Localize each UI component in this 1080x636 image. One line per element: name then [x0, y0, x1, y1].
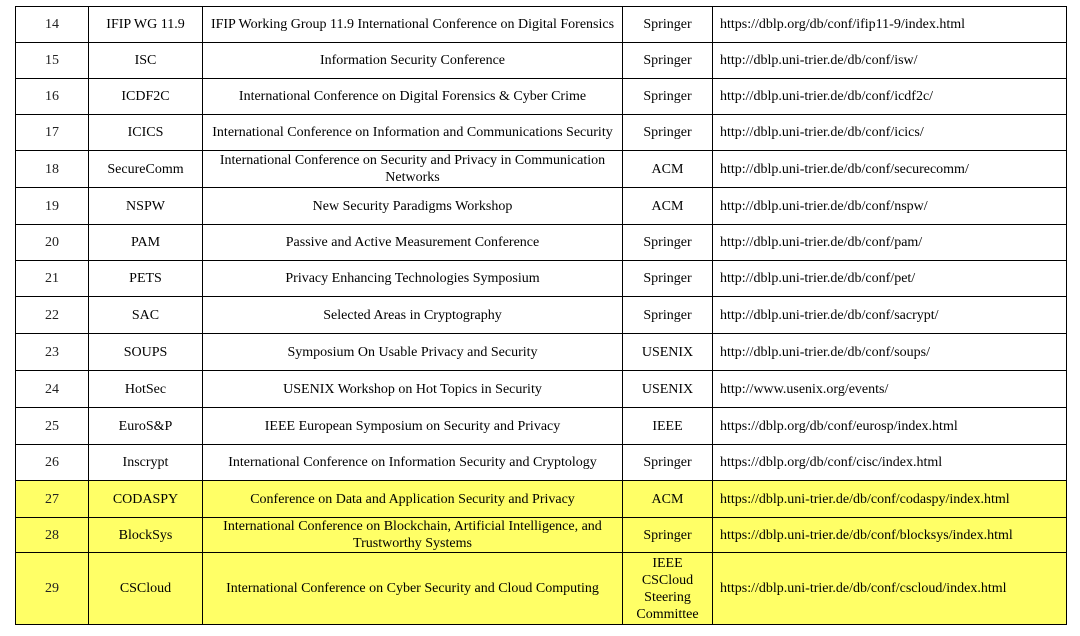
- conference-url: https://dblp.uni-trier.de/db/conf/codaspy/index.html: [713, 481, 1067, 518]
- conference-table: [15, 6, 1067, 625]
- publisher: Springer: [623, 43, 713, 79]
- table-row: [16, 297, 1067, 334]
- publisher: IEEE: [623, 408, 713, 445]
- publisher: Springer: [623, 297, 713, 334]
- conference-acronym: NSPW: [89, 188, 203, 225]
- publisher: ACM: [623, 481, 713, 518]
- conference-acronym: ISC: [89, 43, 203, 79]
- row-number: 17: [16, 115, 89, 151]
- publisher: USENIX: [623, 371, 713, 408]
- conference-url: http://dblp.uni-trier.de/db/conf/pam/: [713, 225, 1067, 261]
- row-number: 16: [16, 79, 89, 115]
- row-number: 24: [16, 371, 89, 408]
- publisher: Springer: [623, 79, 713, 115]
- conference-name: New Security Paradigms Workshop: [203, 188, 623, 225]
- row-number: 29: [16, 553, 89, 625]
- conference-name: International Conference on Digital Forensics & Cyber Crime: [203, 79, 623, 115]
- conference-name: International Conference on Blockchain, Artificial Intelligence, and Trustworthy Systems: [203, 518, 623, 553]
- conference-name: Passive and Active Measurement Conference: [203, 225, 623, 261]
- conference-name: IFIP Working Group 11.9 International Conference on Digital Forensics: [203, 7, 623, 43]
- conference-url: https://dblp.org/db/conf/eurosp/index.html: [713, 408, 1067, 445]
- conference-name: International Conference on Information and Communications Security: [203, 115, 623, 151]
- row-number: 18: [16, 151, 89, 188]
- table-row-highlighted: [16, 518, 1067, 553]
- publisher: Springer: [623, 518, 713, 553]
- conference-acronym: EuroS&P: [89, 408, 203, 445]
- conference-url: http://dblp.uni-trier.de/db/conf/pet/: [713, 261, 1067, 297]
- table-row-highlighted: [16, 553, 1067, 625]
- publisher: USENIX: [623, 334, 713, 371]
- conference-acronym: BlockSys: [89, 518, 203, 553]
- table-row: [16, 445, 1067, 481]
- publisher: Springer: [623, 7, 713, 43]
- row-number: 27: [16, 481, 89, 518]
- publisher: ACM: [623, 188, 713, 225]
- conference-acronym: HotSec: [89, 371, 203, 408]
- table-row: [16, 225, 1067, 261]
- conference-url: https://dblp.uni-trier.de/db/conf/cscloud/index.html: [713, 553, 1067, 625]
- row-number: 28: [16, 518, 89, 553]
- table-row: [16, 7, 1067, 43]
- conference-name: Symposium On Usable Privacy and Security: [203, 334, 623, 371]
- table-row: [16, 43, 1067, 79]
- row-number: 25: [16, 408, 89, 445]
- publisher: Springer: [623, 261, 713, 297]
- publisher: ACM: [623, 151, 713, 188]
- row-number: 23: [16, 334, 89, 371]
- publisher: Springer: [623, 445, 713, 481]
- row-number: 21: [16, 261, 89, 297]
- publisher: Springer: [623, 115, 713, 151]
- table-row: [16, 334, 1067, 371]
- conference-acronym: SecureComm: [89, 151, 203, 188]
- conference-name: Conference on Data and Application Security and Privacy: [203, 481, 623, 518]
- conference-name: International Conference on Cyber Security and Cloud Computing: [203, 553, 623, 625]
- conference-table-body: [16, 7, 1067, 625]
- conference-url: http://www.usenix.org/events/: [713, 371, 1067, 408]
- conference-acronym: CSCloud: [89, 553, 203, 625]
- conference-url: http://dblp.uni-trier.de/db/conf/nspw/: [713, 188, 1067, 225]
- conference-acronym: SAC: [89, 297, 203, 334]
- conference-acronym: ICICS: [89, 115, 203, 151]
- conference-name: Information Security Conference: [203, 43, 623, 79]
- conference-acronym: Inscrypt: [89, 445, 203, 481]
- table-row: [16, 188, 1067, 225]
- row-number: 14: [16, 7, 89, 43]
- conference-name: Selected Areas in Cryptography: [203, 297, 623, 334]
- table-row-highlighted: [16, 481, 1067, 518]
- conference-url: https://dblp.org/db/conf/cisc/index.html: [713, 445, 1067, 481]
- conference-url: http://dblp.uni-trier.de/db/conf/soups/: [713, 334, 1067, 371]
- conference-url: http://dblp.uni-trier.de/db/conf/sacrypt/: [713, 297, 1067, 334]
- conference-acronym: ICDF2C: [89, 79, 203, 115]
- conference-url: https://dblp.uni-trier.de/db/conf/blocksys/index.html: [713, 518, 1067, 553]
- conference-url: http://dblp.uni-trier.de/db/conf/icdf2c/: [713, 79, 1067, 115]
- conference-url: https://dblp.org/db/conf/ifip11-9/index.html: [713, 7, 1067, 43]
- conference-acronym: PETS: [89, 261, 203, 297]
- conference-name: Privacy Enhancing Technologies Symposium: [203, 261, 623, 297]
- conference-name: International Conference on Information Security and Cryptology: [203, 445, 623, 481]
- row-number: 26: [16, 445, 89, 481]
- table-row: [16, 261, 1067, 297]
- conference-acronym: CODASPY: [89, 481, 203, 518]
- row-number: 20: [16, 225, 89, 261]
- publisher: IEEE CSCloud Steering Committee: [623, 553, 713, 625]
- conference-name: IEEE European Symposium on Security and Privacy: [203, 408, 623, 445]
- publisher: Springer: [623, 225, 713, 261]
- table-row: [16, 115, 1067, 151]
- conference-acronym: IFIP WG 11.9: [89, 7, 203, 43]
- conference-url: http://dblp.uni-trier.de/db/conf/securecomm/: [713, 151, 1067, 188]
- row-number: 15: [16, 43, 89, 79]
- conference-url: http://dblp.uni-trier.de/db/conf/isw/: [713, 43, 1067, 79]
- row-number: 19: [16, 188, 89, 225]
- table-row: [16, 79, 1067, 115]
- table-row: [16, 151, 1067, 188]
- conference-acronym: PAM: [89, 225, 203, 261]
- conference-name: International Conference on Security and Privacy in Communication Networks: [203, 151, 623, 188]
- conference-acronym: SOUPS: [89, 334, 203, 371]
- conference-name: USENIX Workshop on Hot Topics in Security: [203, 371, 623, 408]
- table-row: [16, 408, 1067, 445]
- table-row: [16, 371, 1067, 408]
- conference-url: http://dblp.uni-trier.de/db/conf/icics/: [713, 115, 1067, 151]
- row-number: 22: [16, 297, 89, 334]
